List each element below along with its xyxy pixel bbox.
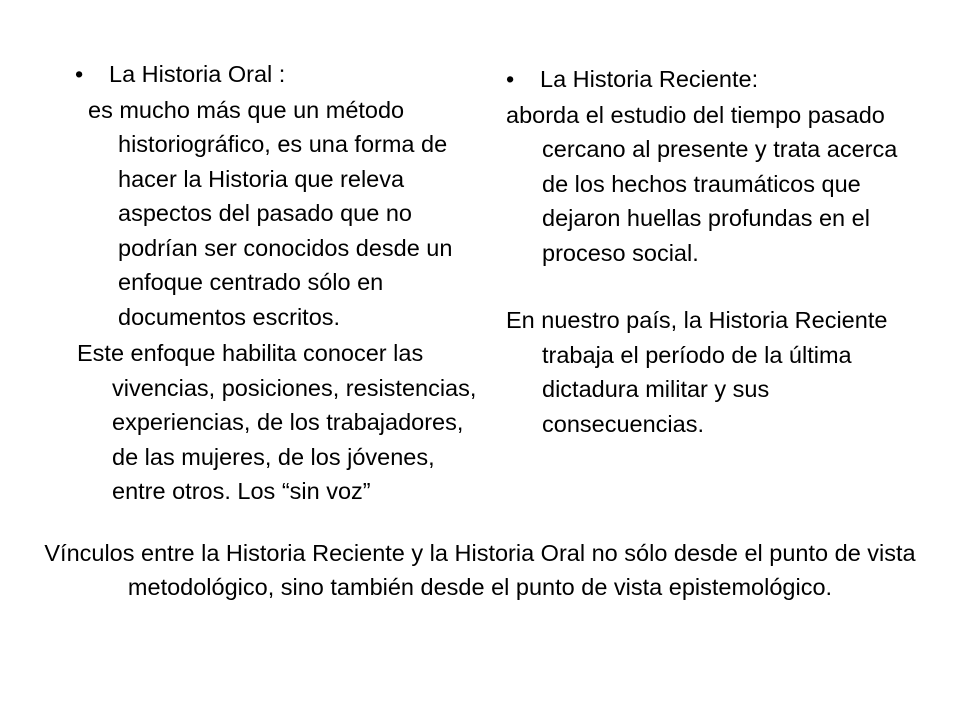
right-column xyxy=(506,62,926,441)
left-column xyxy=(75,57,480,509)
recent-history-heading-row xyxy=(506,62,926,97)
oral-history-heading-row xyxy=(75,57,480,92)
recent-history-country: En nuestro país, la Historia Reciente trabaja el período de la última dictadura militar y sus consecuencias. xyxy=(506,307,888,437)
recent-history-definition: aborda el estudio del tiempo pasado cercano al presente y trata acerca de los hechos traumáticos que dejaron huellas profundas en el proceso social. xyxy=(506,101,898,266)
links-statement: Vínculos entre la Historia Reciente y la Historia Oral no sólo desde el punto de vista metodológico, sino también desde el punto de vista epistemológico. xyxy=(44,540,916,600)
recent-history-heading: La Historia Reciente: xyxy=(540,66,759,92)
oral-history-approach: Este enfoque habilita conocer las vivencias, posiciones, resistencias, experiencias, de los trabajadores, de las mujeres, de los jóvenes, entre otros. Los “sin voz” xyxy=(77,340,477,504)
bullet-icon: • xyxy=(75,61,84,87)
oral-history-definition: es mucho más que un método historiográfico, es una forma de hacer la Historia que releva aspectos del pasado que no podrían ser conocidos desde un enfoque centrado sólo en documentos escritos. xyxy=(88,96,453,330)
oral-history-heading: La Historia Oral : xyxy=(109,61,286,87)
bullet-icon: • xyxy=(506,66,515,92)
